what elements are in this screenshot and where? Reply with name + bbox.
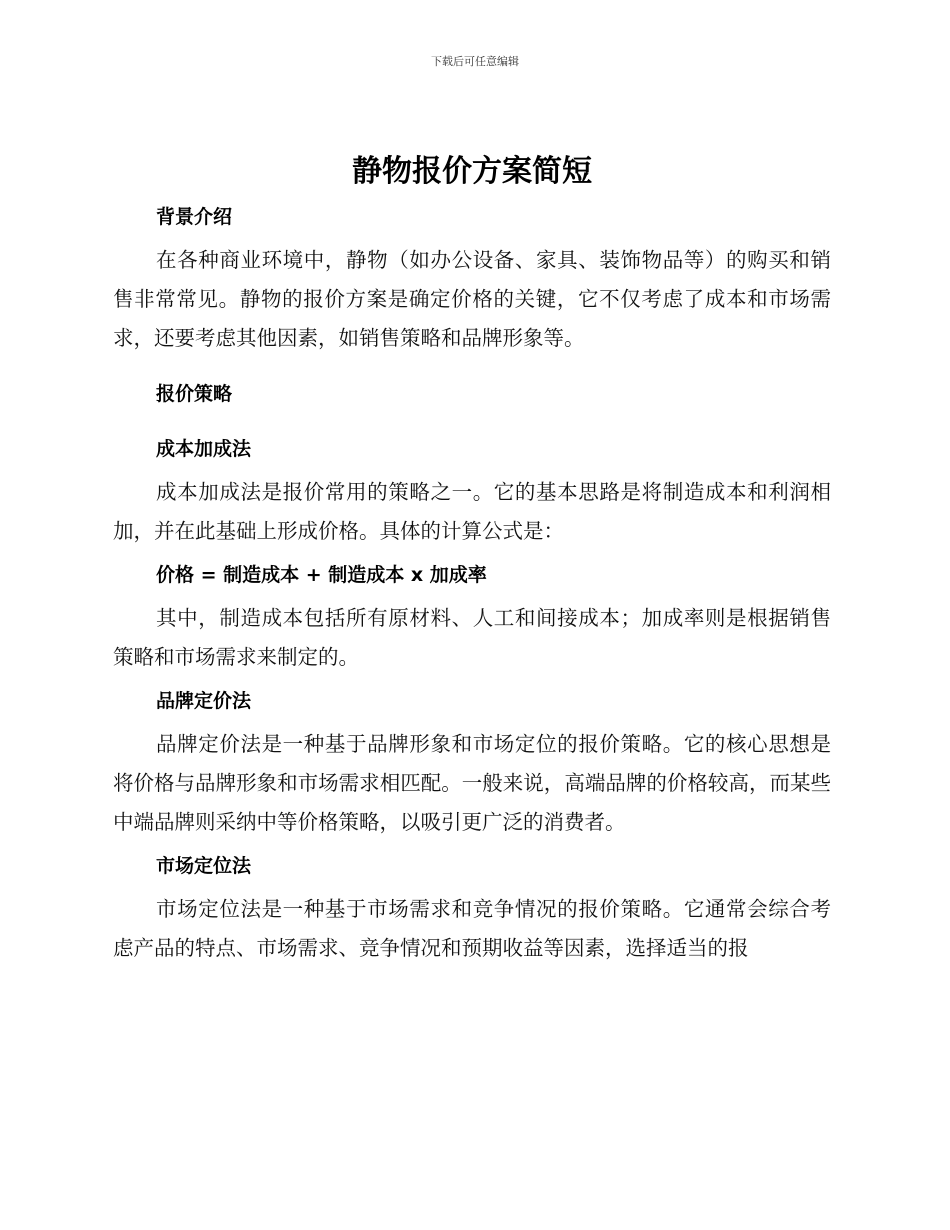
section-heading-background: 背景介绍 — [156, 206, 233, 228]
section-heading-market-positioning: 市场定位法 — [156, 855, 252, 877]
pricing-formula: 价格 = 制造成本 + 制造成本 x 加成率 — [156, 564, 487, 586]
page-header-note: 下载后可任意编辑 — [431, 55, 519, 68]
paragraph-market-positioning: 市场定位法是一种基于市场需求和竞争情况的报价策略。它通常会综合考虑产品的特点、市场需求、竞争情况和预期收益等因素，选择适当的报 — [113, 897, 831, 960]
paragraph-cost-plus: 成本加成法是报价常用的策略之一。它的基本思路是将制造成本和利润相加，并在此基础上形成价格。具体的计算公式是： — [113, 480, 831, 543]
section-heading-strategy: 报价策略 — [156, 383, 233, 405]
document-title: 静物报价方案简短 — [352, 154, 592, 189]
document-body — [113, 148, 831, 968]
paragraph-brand-pricing: 品牌定价法是一种基于品牌形象和市场定位的报价策略。它的核心思想是将价格与品牌形象和市场需求相匹配。一般来说，高端品牌的价格较高，而某些中端品牌则采纳中等价格策略，以吸引更广泛的消费者。 — [113, 732, 831, 834]
paragraph-cost-plus-detail: 其中，制造成本包括所有原材料、人工和间接成本；加成率则是根据销售策略和市场需求来制定的。 — [113, 606, 831, 669]
section-heading-brand-pricing: 品牌定价法 — [156, 690, 252, 712]
paragraph-background: 在各种商业环境中，静物（如办公设备、家具、装饰物品等）的购买和销售非常常见。静物的报价方案是确定价格的关键，它不仅考虑了成本和市场需求，还要考虑其他因素，如销售策略和品牌形象等。 — [113, 248, 831, 350]
section-heading-cost-plus: 成本加成法 — [156, 438, 252, 460]
